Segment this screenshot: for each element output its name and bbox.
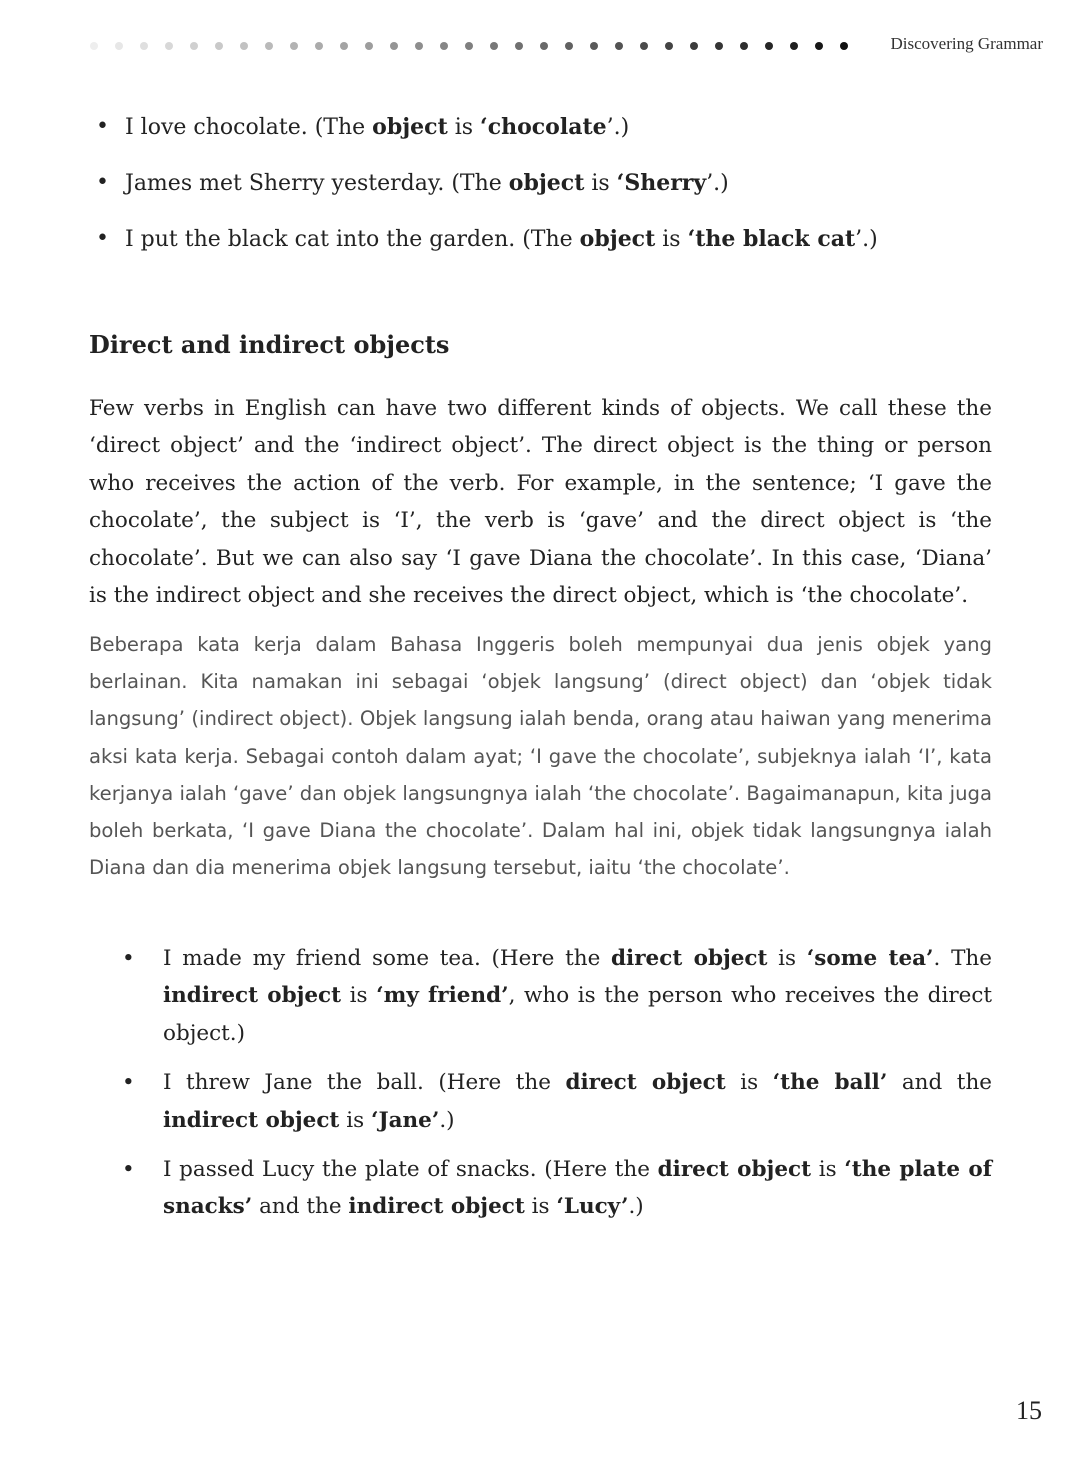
- list-item: [96, 110, 996, 145]
- decorative-dot: [340, 42, 348, 50]
- bold-term: direct object: [657, 1157, 812, 1183]
- text-run: is: [767, 946, 807, 971]
- text-run: ’.): [706, 171, 729, 196]
- bold-term: indirect object: [163, 1107, 340, 1133]
- decorative-dot: [90, 42, 98, 50]
- decorative-dot: [290, 42, 298, 50]
- bold-term: ‘some tea’: [806, 946, 934, 971]
- decorative-dot: [715, 42, 723, 50]
- bold-term: object: [579, 226, 656, 252]
- list-item: [122, 1064, 992, 1139]
- direct-indirect-examples-list: [122, 940, 992, 1238]
- text-run: ’.): [606, 115, 630, 140]
- text-run: .): [628, 1194, 644, 1220]
- decorative-dot: [815, 42, 823, 50]
- decorative-dot-row: [90, 42, 856, 52]
- list-item: [122, 1151, 992, 1226]
- decorative-dot: [740, 42, 748, 50]
- decorative-dot: [190, 42, 198, 50]
- text-run: is: [811, 1157, 845, 1183]
- bold-term: indirect object: [348, 1194, 525, 1220]
- text-run: I put the black cat into the garden. (The: [125, 227, 580, 252]
- text-run: is: [584, 171, 617, 196]
- bold-term: ‘chocolate: [480, 114, 607, 140]
- text-run: and the: [887, 1070, 993, 1096]
- decorative-dot: [115, 42, 123, 50]
- text-run: I love chocolate. (The: [125, 115, 373, 140]
- text-run: is: [655, 227, 688, 252]
- decorative-dot: [140, 42, 148, 50]
- bold-term: ‘Sherry: [616, 170, 707, 196]
- text-run: ’.): [855, 227, 878, 252]
- decorative-dot: [240, 42, 248, 50]
- decorative-dot: [615, 42, 623, 50]
- text-run: is: [341, 983, 377, 1009]
- bold-term: ‘Jane’: [370, 1107, 440, 1133]
- decorative-dot: [840, 42, 848, 50]
- decorative-dot: [415, 42, 423, 50]
- decorative-dot: [440, 42, 448, 50]
- running-head-title: Discovering Grammar: [890, 34, 1043, 53]
- bold-term: ‘the black cat: [687, 226, 856, 252]
- malay-paragraph: Beberapa kata kerja dalam Bahasa Inggeris boleh mempunyai dua jenis objek yang berlainan. Kita namakan ini sebagai ‘objek langsung’ (direct object) dan ‘objek tidak langsung’ (indirect object). Objek langsung ialah benda, orang atau haiwan yang menerima aksi kata kerja. Sebagai contoh dalam ayat; ‘I gave the chocolate’, subjeknya ialah ‘I’, kata kerjanya ialah ‘gave’ dan objek langsungnya ialah ‘the chocolate’. Bagaimanapun, kita juga boleh berkata, ‘I gave Diana the chocolate’. Dalam hal ini, objek tidak langsungnya ialah Diana dan dia menerima objek langsung tersebut, iaitu ‘the chocolate’.: [89, 633, 992, 880]
- list-item: [122, 940, 992, 1052]
- section-heading: Direct and indirect objects: [89, 330, 450, 359]
- page-header: [90, 34, 1043, 58]
- decorative-dot: [640, 42, 648, 50]
- decorative-dot: [390, 42, 398, 50]
- decorative-dot: [165, 42, 173, 50]
- bold-term: indirect object: [163, 983, 342, 1009]
- text-run: I made my friend some tea. (Here the: [163, 946, 612, 971]
- decorative-dot: [790, 42, 798, 50]
- text-run: I passed Lucy the plate of snacks. (Here the: [163, 1157, 658, 1183]
- bold-term: direct object: [565, 1070, 726, 1096]
- bold-term: ‘the ball’: [772, 1070, 888, 1096]
- decorative-dot: [215, 42, 223, 50]
- decorative-dot: [590, 42, 598, 50]
- decorative-dot: [265, 42, 273, 50]
- text-run: I threw Jane the ball. (Here the: [163, 1070, 566, 1096]
- english-paragraph: Few verbs in English can have two different kinds of objects. We call these the ‘direct object’ and the ‘indirect object’. The direct object is the thing or person who receives the action of the verb. For example, in the sentence; ‘I gave the chocolate’, the subject is ‘I’, the verb is ‘gave’ and the direct object is ‘the chocolate’. But we can also say ‘I gave Diana the chocolate’. In this case, ‘Diana’ is the indirect object and she receives the direct object, which is ‘the chocolate’.: [89, 396, 992, 609]
- decorative-dot: [540, 42, 548, 50]
- bold-term: ‘my friend’: [376, 983, 509, 1009]
- bold-term: ‘the plate of snacks’: [163, 1157, 992, 1220]
- decorative-dot: [365, 42, 373, 50]
- text-run: is: [339, 1107, 371, 1133]
- decorative-dot: [665, 42, 673, 50]
- decorative-dot: [690, 42, 698, 50]
- text-run: . The: [933, 946, 993, 971]
- object-examples-list: [96, 110, 996, 278]
- bold-term: object: [508, 170, 585, 196]
- decorative-dot: [315, 42, 323, 50]
- decorative-dot: [465, 42, 473, 50]
- text-run: James met Sherry yesterday. (The: [125, 171, 509, 196]
- text-run: is: [447, 115, 481, 140]
- decorative-dot: [490, 42, 498, 50]
- page-number: 15: [1016, 1396, 1042, 1425]
- decorative-dot: [765, 42, 773, 50]
- text-run: , who is the person who receives the direct object.): [163, 983, 993, 1046]
- bold-term: ‘Lucy’: [556, 1194, 629, 1220]
- text-run: .): [439, 1107, 455, 1133]
- decorative-dot: [515, 42, 523, 50]
- text-run: and the: [252, 1194, 349, 1220]
- text-run: is: [725, 1070, 773, 1096]
- bold-term: direct object: [611, 946, 768, 971]
- list-item: [96, 222, 996, 257]
- text-run: is: [524, 1194, 557, 1220]
- list-item: [96, 166, 996, 201]
- decorative-dot: [565, 42, 573, 50]
- bold-term: object: [372, 114, 448, 140]
